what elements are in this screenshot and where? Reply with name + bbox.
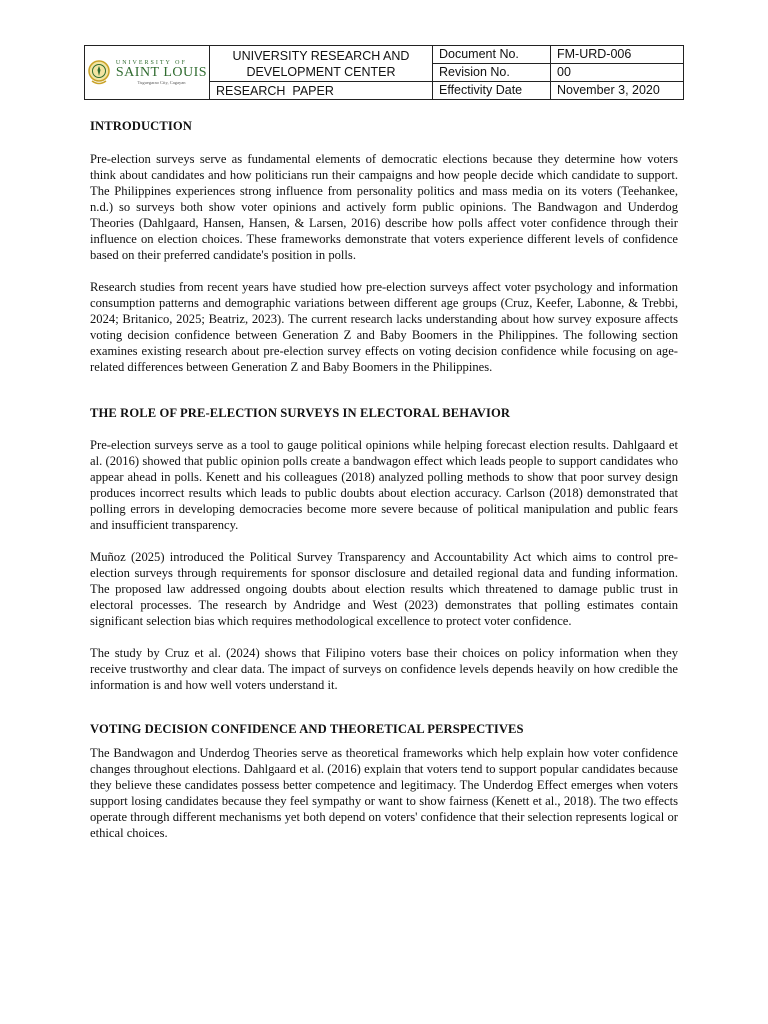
revision-no-value: 00 (551, 64, 684, 82)
effectivity-date-value: November 3, 2020 (551, 82, 684, 100)
logo-location: Tuguegarao City, Cagayan (137, 79, 186, 85)
logo-cell (85, 46, 210, 100)
document-body (90, 118, 678, 841)
document-no-label: Document No. (433, 46, 551, 64)
paragraph: The Bandwagon and Underdog Theories serve as theoretical frameworks which help explain how voter confidence changes throughout elections. Dahlgaard et al. (2016) explain that voters tend to support popular candidates because they believe these candidates possess better competence and legitimacy. The Underdog Effect emerges when voters support losing candidates because they feel sympathy or want to show fairness (Kenett et al., 2018). The two effects operate through different mechanisms yet both depend on voters' confidence that their selection represents logical or ethical choices. (90, 746, 678, 840)
paragraph: Muñoz (2025) introduced the Political Survey Transparency and Accountability Act which aims to control pre-election surveys through requirements for sponsor disclosure and detailed regional data and funding information. The proposed law addressed ongoing doubts about election results which threatened to damage public trust in electoral processes. The research by Andridge and West (2023) demonstrates that polling estimates contain significant selection bias which requires methodological excellence to protect voter confidence. (90, 550, 678, 628)
paragraph: Pre-election surveys serve as a tool to gauge political opinions while helping forecast election results. Dahlgaard et al. (2016) showed that public opinion polls create a bandwagon effect which leads people to support candidates who appear ahead in polls. Kenett and his colleagues (2018) analyzed polling methods to show that poor survey design produces incorrect results which leads to public doubts about election accuracy. Carlson (2018) demonstrated that polling errors in developing democracies become more severe because of political manipulation and public fears and insufficient transparency. (90, 438, 678, 532)
logo-university-label: UNIVERSITY OF (115, 59, 187, 66)
section-heading-voting-confidence: VOTING DECISION CONFIDENCE AND THEORETICAL PERSPECTIVES (90, 722, 524, 736)
section-heading-introduction: INTRODUCTION (90, 119, 192, 133)
revision-no-label: Revision No. (433, 64, 551, 82)
document-type: RESEARCH PAPER (210, 82, 433, 100)
section-heading-role-of-surveys: THE ROLE OF PRE-ELECTION SURVEYS IN ELECTORAL BEHAVIOR (90, 406, 511, 420)
university-seal-icon (87, 59, 111, 87)
header-center-title: UNIVERSITY RESEARCH AND DEVELOPMENT CENTER (210, 46, 433, 82)
document-no-value: FM-URD-006 (551, 46, 684, 64)
logo-university-name: SAINT LOUIS (115, 64, 208, 80)
paragraph: Research studies from recent years have studied how pre-election surveys affect voter psychology and information consumption patterns and demographic variations between different age groups (Cruz, Keefer, Labonne, & Trebbi, 2024; Britanico, 2025; Beatriz, 2023). The current research lacks understanding about how survey exposure affects voting decision confidence between Generation Z and Baby Boomers in the Philippines. The following section examines existing research about pre-election survey effects on voting decision confidence while focusing on age-related differences between Generation Z and Baby Boomers in the Philippines. (90, 280, 678, 374)
paragraph: Pre-election surveys serve as fundamental elements of democratic elections because they determine how voters think about candidates and how politicians run their campaigns and how people decide which candidate to support. The Philippines experiences strong influence from personality politics and mass media on its voters (Teehankee, n.d.) so surveys both show voter opinions and actively form public opinions. The Bandwagon and Underdog Theories (Dahlgaard, Hansen, Hansen, & Larsen, 2016) describe how polls affect voter confidence through their influence on election choices. These frameworks demonstrate that voters experience different levels of confidence based on their preferred candidate's position in polls. (90, 152, 678, 262)
document-header (84, 45, 684, 100)
paragraph: The study by Cruz et al. (2024) shows that Filipino voters base their choices on policy information when they receive trustworthy and clear data. The impact of surveys on confidence levels depends heavily on how credible the information is and how well voters understand it. (90, 646, 678, 692)
university-logo (85, 46, 209, 99)
effectivity-date-label: Effectivity Date (433, 82, 551, 100)
